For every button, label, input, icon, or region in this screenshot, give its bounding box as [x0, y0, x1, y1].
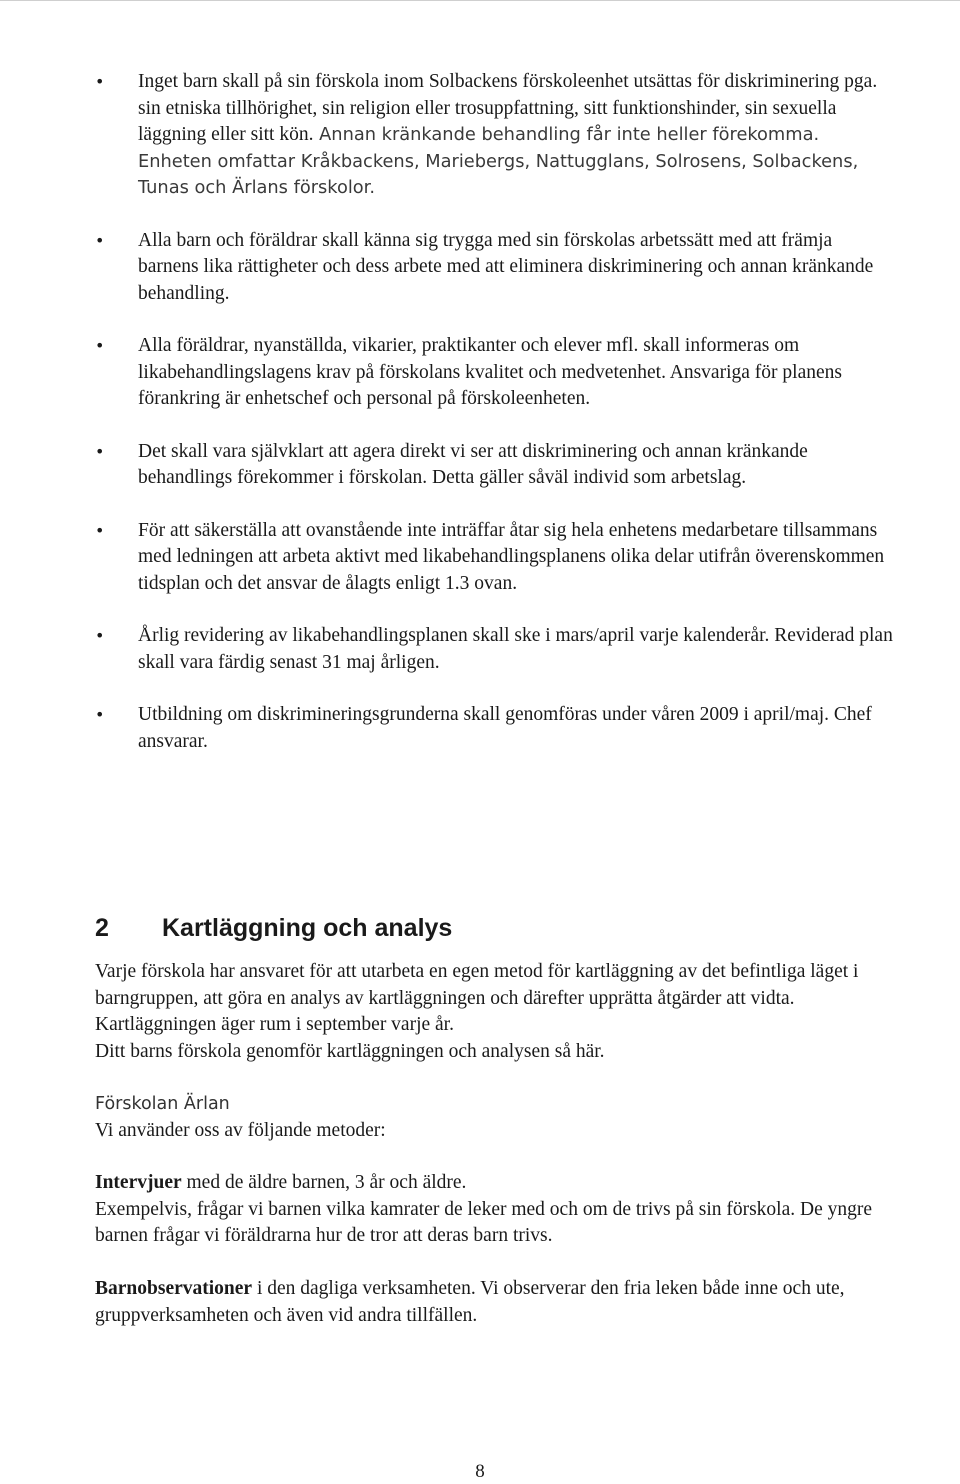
bullet-text: Alla föräldrar, nyanställda, vikarier, praktikanter och elever mfl. skall informeras om likabehandlingslagens krav på förskolans kvalitet och medvetenhet. Ansvariga för planens förankring är enhetschef och personal på förskoleenheten.	[138, 335, 842, 409]
section-intro	[95, 959, 895, 1065]
observations-paragraph	[95, 1276, 895, 1329]
section-heading	[95, 914, 452, 943]
method-interviews	[95, 1170, 895, 1250]
top-border	[0, 0, 960, 1]
bullet-text: Det skall vara självklart att agera direkt vi ser att diskriminering och annan kränkande behandlings förekommer i förskolan. Detta gäller såväl individ som arbetslag.	[138, 440, 808, 488]
section-number: 2	[95, 914, 109, 942]
bullet-icon	[95, 623, 115, 650]
bullet-item	[95, 439, 895, 492]
methods-intro: Vi använder oss av följande metoder:	[95, 1119, 386, 1141]
bullet-item	[95, 228, 895, 308]
bullet-item	[95, 333, 895, 413]
bullet-text-sans: Annan kränkande behandling får inte heller förekomma. Enheten omfattar Kråkbackens, Mariebergs, Nattugglans, Solrosens, Solbackens, Tunas och Ärlans förskolor.	[138, 124, 859, 198]
section-title: Kartläggning och analys	[162, 914, 453, 942]
page-number: 8	[475, 1461, 485, 1482]
intro-paragraph-line: Ditt barns förskola genomför kartläggningen och analysen så här.	[95, 1040, 605, 1062]
interviews-label: Intervjuer	[95, 1172, 182, 1193]
bullet-icon	[95, 228, 115, 255]
interviews-text: med de äldre barnen, 3 år och äldre.	[181, 1172, 467, 1193]
bullet-text: Årlig revidering av likabehandlingsplanen skall ske i mars/april varje kalenderår. Reviderad plan skall vara färdig senast 31 maj årligen.	[138, 625, 893, 673]
bullet-icon	[95, 518, 115, 545]
bullet-item	[95, 69, 895, 202]
bullet-icon	[95, 333, 115, 360]
interviews-detail: Exempelvis, frågar vi barnen vilka kamrater de leker med och om de trivs på sin förskola. De yngre barnen frågar vi föräldrarna hur de tror att deras barn trivs.	[95, 1198, 873, 1246]
observations-label: Barnobservationer	[95, 1278, 253, 1299]
bullet-text-serif: Inget barn skall på sin förskola inom Solbackens förskoleenhet utsättas för diskriminering pga. sin etniska tillhörighet, sin religion eller trosuppfattning, sitt funktionshinder, sin sexuella läggning eller sitt kön.	[138, 71, 878, 145]
interviews-line	[95, 1170, 895, 1197]
bullet-icon	[95, 439, 115, 466]
bullet-item	[95, 518, 895, 598]
bullet-text: För att säkerställa att ovanstående inte inträffar åtar sig hela enhetens medarbetare tillsammans med ledningen att arbeta aktivt med likabehandlingsplanens olika delar utifrån överenskommen tidsplan och det ansvar de ålagts enligt 1.3 ovan.	[138, 519, 885, 594]
bullet-item	[95, 623, 895, 676]
method-observations	[95, 1276, 895, 1329]
bullet-icon	[95, 702, 115, 729]
subsection-heading: Förskolan Ärlan	[95, 1094, 230, 1114]
bullet-text: Utbildning om diskrimineringsgrunderna skall genomföras under våren 2009 i april/maj. Chef ansvarar.	[138, 704, 872, 752]
bullet-list	[95, 69, 895, 755]
subsection	[95, 1091, 895, 1144]
bullet-text: Alla barn och föräldrar skall känna sig trygga med sin förskolas arbetssätt med att främja barnens lika rättigheter och dess arbete med att eliminera diskriminering och annan kränkande behandling.	[138, 229, 874, 304]
bullet-icon	[95, 69, 115, 96]
bullet-item	[95, 702, 895, 755]
observations-text: i den dagliga verksamheten. Vi observerar den fria leken både inne och ute, gruppverksamheten och även vid andra tillfällen.	[95, 1278, 845, 1326]
intro-paragraph: Varje förskola har ansvaret för att utarbeta en egen metod för kartläggning av det befintliga läget i barngruppen, att göra en analys av kartläggningen och därefter upprätta åtgärder att vidta. Kartläggningen äger rum i september varje år.	[95, 961, 859, 1035]
